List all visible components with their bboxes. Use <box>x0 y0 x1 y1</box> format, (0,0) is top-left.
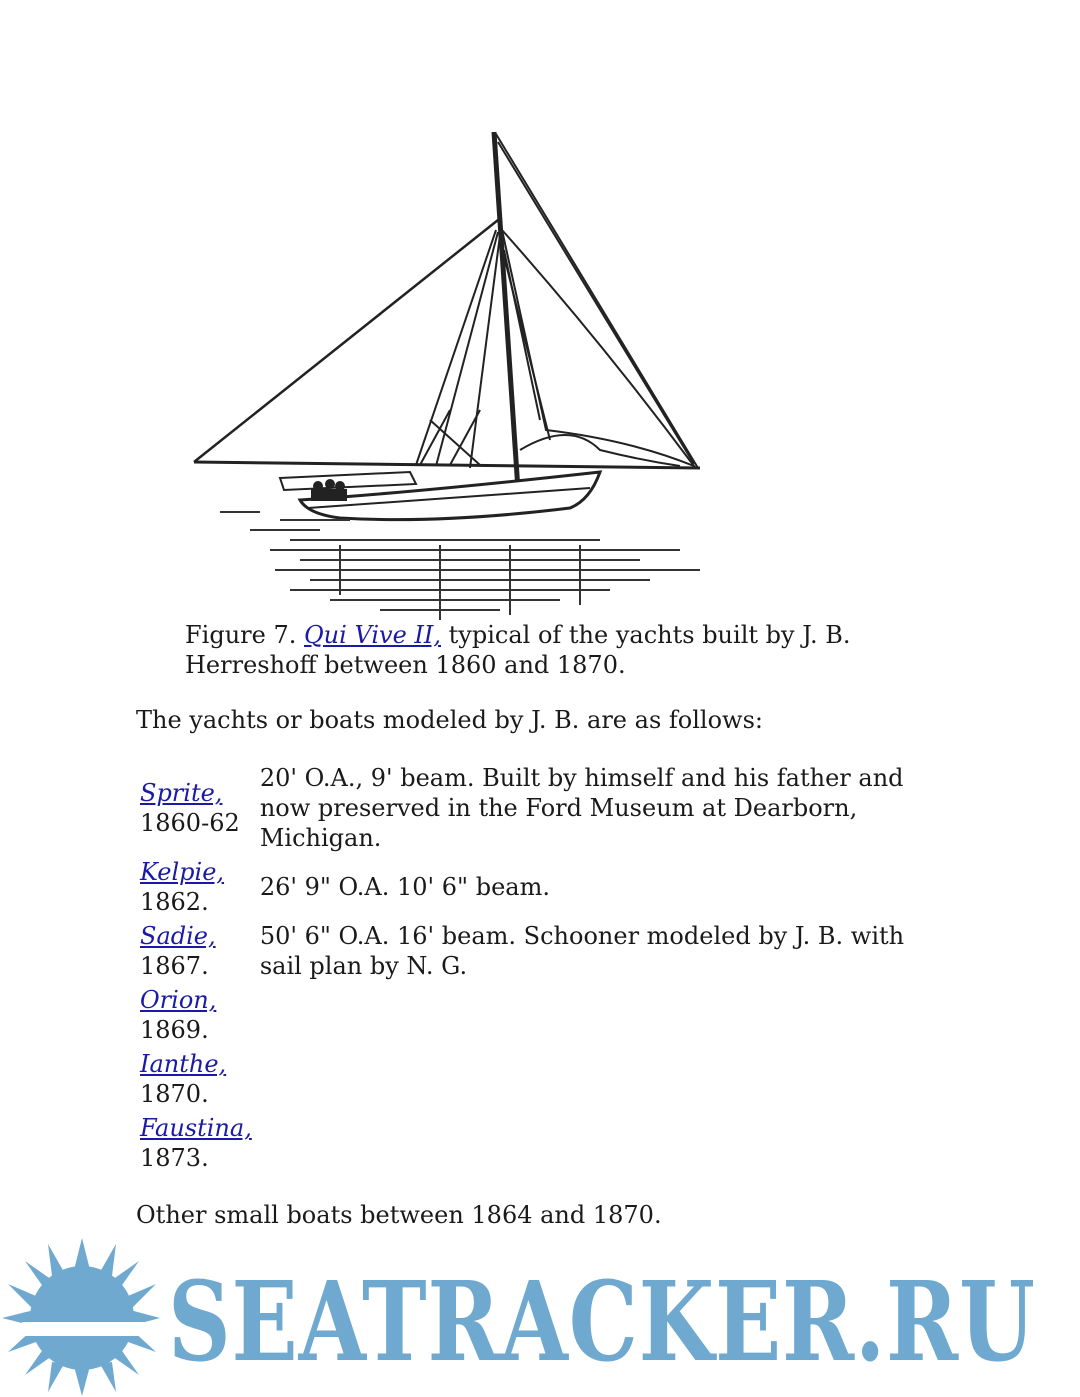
intro-paragraph: The yachts or boats modeled by J. B. are as follows: <box>136 706 763 734</box>
sun-icon <box>2 1238 160 1396</box>
boat-desc <box>256 1111 924 1175</box>
boat-name-cell <box>136 919 256 983</box>
boat-year: 1867. <box>140 952 209 980</box>
table-row <box>136 855 924 919</box>
boat-desc: 26' 9" O.A. 10' 6" beam. <box>259 873 550 901</box>
boats-table <box>136 761 924 1175</box>
boat-name-cell <box>136 761 256 855</box>
table-row <box>136 983 924 1047</box>
boat-year: 1862. <box>140 888 209 916</box>
figure-caption <box>185 620 885 680</box>
boat-link-kelpie[interactable]: Kelpie, <box>140 858 225 886</box>
boat-link-orion[interactable]: Orion, <box>140 986 217 1014</box>
sun-horizon-band <box>22 1322 144 1336</box>
boat-year: 1860-62 <box>140 809 240 837</box>
boat-year: 1870. <box>140 1080 209 1108</box>
boat-link-sprite[interactable]: Sprite, <box>140 779 223 807</box>
table-row <box>136 919 924 983</box>
outro-paragraph: Other small boats between 1864 and 1870. <box>136 1201 662 1229</box>
boat-desc <box>256 983 924 1047</box>
figure-caption-text: typical of the yachts built by J. B. Herreshoff between 1860 and 1870. <box>185 621 851 679</box>
boat-link-ianthe[interactable]: Ianthe, <box>140 1050 227 1078</box>
boat-name-cell <box>136 855 256 919</box>
boat-name-cell <box>136 1047 256 1111</box>
boat-name-cell <box>136 983 256 1047</box>
boat-desc: 50' 6" O.A. 16' beam. Schooner modeled by J. B. with sail plan by N. G. <box>259 922 905 980</box>
boat-desc <box>256 1047 924 1111</box>
qui-vive-link[interactable]: Qui Vive II, <box>304 621 442 649</box>
boat-desc: 20' O.A., 9' beam. Built by himself and his father and now preserved in the Ford Museum at Dearborn, Michigan. <box>259 764 904 852</box>
figure-label: Figure 7. <box>185 621 297 649</box>
table-row <box>136 761 924 855</box>
boat-link-sadie[interactable]: Sadie, <box>140 922 216 950</box>
watermark-text: SEATRACKER.RU <box>168 1257 1036 1386</box>
boat-year: 1873. <box>140 1144 209 1172</box>
table-row <box>136 1111 924 1175</box>
sailboat-illustration <box>180 120 720 630</box>
boat-name-cell <box>136 1111 256 1175</box>
boat-link-faustina[interactable]: Faustina, <box>140 1114 252 1142</box>
table-row <box>136 1047 924 1111</box>
boat-year: 1869. <box>140 1016 209 1044</box>
